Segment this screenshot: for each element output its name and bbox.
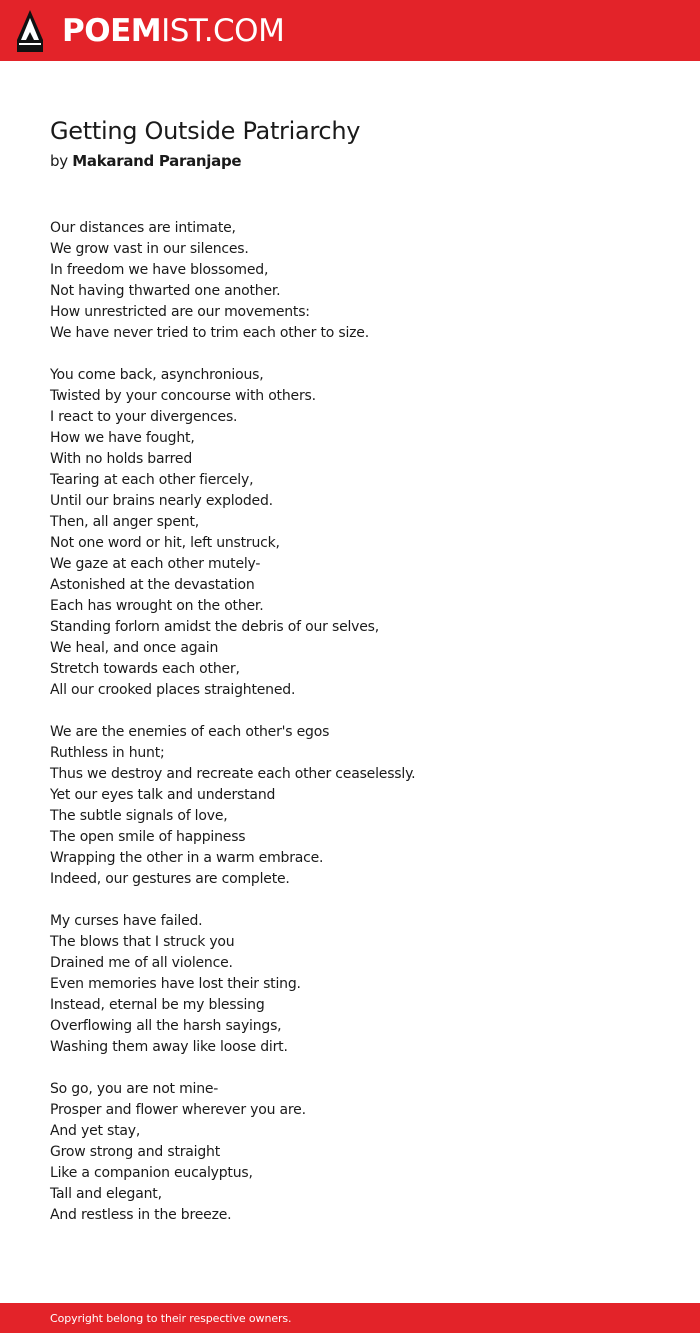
poem-line: Tall and elegant, <box>50 1186 162 1202</box>
poem-line: And restless in the breeze. <box>50 1207 232 1223</box>
byline <box>50 150 670 172</box>
poem-header <box>50 114 670 172</box>
poem-line: Yet our eyes talk and understand <box>50 787 276 803</box>
brand-light: IST.COM <box>161 13 285 49</box>
brand-bold: POEM <box>62 13 162 49</box>
poem-line: Indeed, our gestures are complete. <box>50 871 290 887</box>
site-header <box>0 0 700 61</box>
poem-line: So go, you are not mine- <box>50 1081 219 1097</box>
poem-line: I react to your divergences. <box>50 409 238 425</box>
poem-line: Washing them away like loose dirt. <box>50 1039 288 1055</box>
poem-line: Standing forlorn amidst the debris of our selves, <box>50 619 380 635</box>
poem-line: Wrapping the other in a warm embrace. <box>50 850 324 866</box>
poem-line: Tearing at each other fiercely, <box>50 472 254 488</box>
stanza <box>50 1079 670 1226</box>
poem-line: Thus we destroy and recreate each other ceaselessly. <box>50 766 416 782</box>
poem-line: Astonished at the devastation <box>50 577 255 593</box>
stanza <box>50 365 670 701</box>
poem-line: We heal, and once again <box>50 640 219 656</box>
poem-line: How unrestricted are our movements: <box>50 304 310 320</box>
pencil-tip-icon[interactable] <box>17 10 43 52</box>
poem-line: Then, all anger spent, <box>50 514 199 530</box>
poem-line: With no holds barred <box>50 451 193 467</box>
by-label: by <box>50 152 68 170</box>
poem-line: Twisted by your concourse with others. <box>50 388 316 404</box>
poem-line: The open smile of happiness <box>50 829 246 845</box>
copyright-text: Copyright belong to their respective owners. <box>50 1312 292 1325</box>
poem-line: All our crooked places straightened. <box>50 682 296 698</box>
poem-line: The subtle signals of love, <box>50 808 228 824</box>
poem-line: We gaze at each other mutely- <box>50 556 261 572</box>
poem-line: And yet stay, <box>50 1123 141 1139</box>
poem-line: Our distances are intimate, <box>50 220 236 236</box>
poem-line: My curses have failed. <box>50 913 203 929</box>
poem-line: Like a companion eucalyptus, <box>50 1165 253 1181</box>
poem-line: Grow strong and straight <box>50 1144 221 1160</box>
poem-line: We have never tried to trim each other to size. <box>50 325 369 341</box>
poem-body <box>50 218 670 1247</box>
poem-line: Drained me of all violence. <box>50 955 233 971</box>
poem-line: Stretch towards each other, <box>50 661 240 677</box>
poem-title: Getting Outside Patriarchy <box>50 117 361 145</box>
poem-line: Even memories have lost their sting. <box>50 976 301 992</box>
poem-line: Each has wrought on the other. <box>50 598 264 614</box>
poem-line: Prosper and flower wherever you are. <box>50 1102 306 1118</box>
poem-line: We grow vast in our silences. <box>50 241 249 257</box>
stanza <box>50 722 670 890</box>
poem-line: Overflowing all the harsh sayings, <box>50 1018 282 1034</box>
poem-line: In freedom we have blossomed, <box>50 262 269 278</box>
poem-line: Not having thwarted one another. <box>50 283 281 299</box>
author-name: Makarand Paranjape <box>72 152 242 170</box>
poem-line: Ruthless in hunt; <box>50 745 165 761</box>
stanza <box>50 911 670 1058</box>
site-footer <box>0 1303 700 1333</box>
poem-line: We are the enemies of each other's egos <box>50 724 330 740</box>
poem-line: You come back, asynchronious, <box>50 367 264 383</box>
stanza <box>50 218 670 344</box>
poem-line: How we have fought, <box>50 430 195 446</box>
poem-line: Until our brains nearly exploded. <box>50 493 273 509</box>
poem-line: The blows that I struck you <box>50 934 235 950</box>
poem-line: Not one word or hit, left unstruck, <box>50 535 280 551</box>
site-logo[interactable] <box>62 12 284 50</box>
poem-line: Instead, eternal be my blessing <box>50 997 265 1013</box>
